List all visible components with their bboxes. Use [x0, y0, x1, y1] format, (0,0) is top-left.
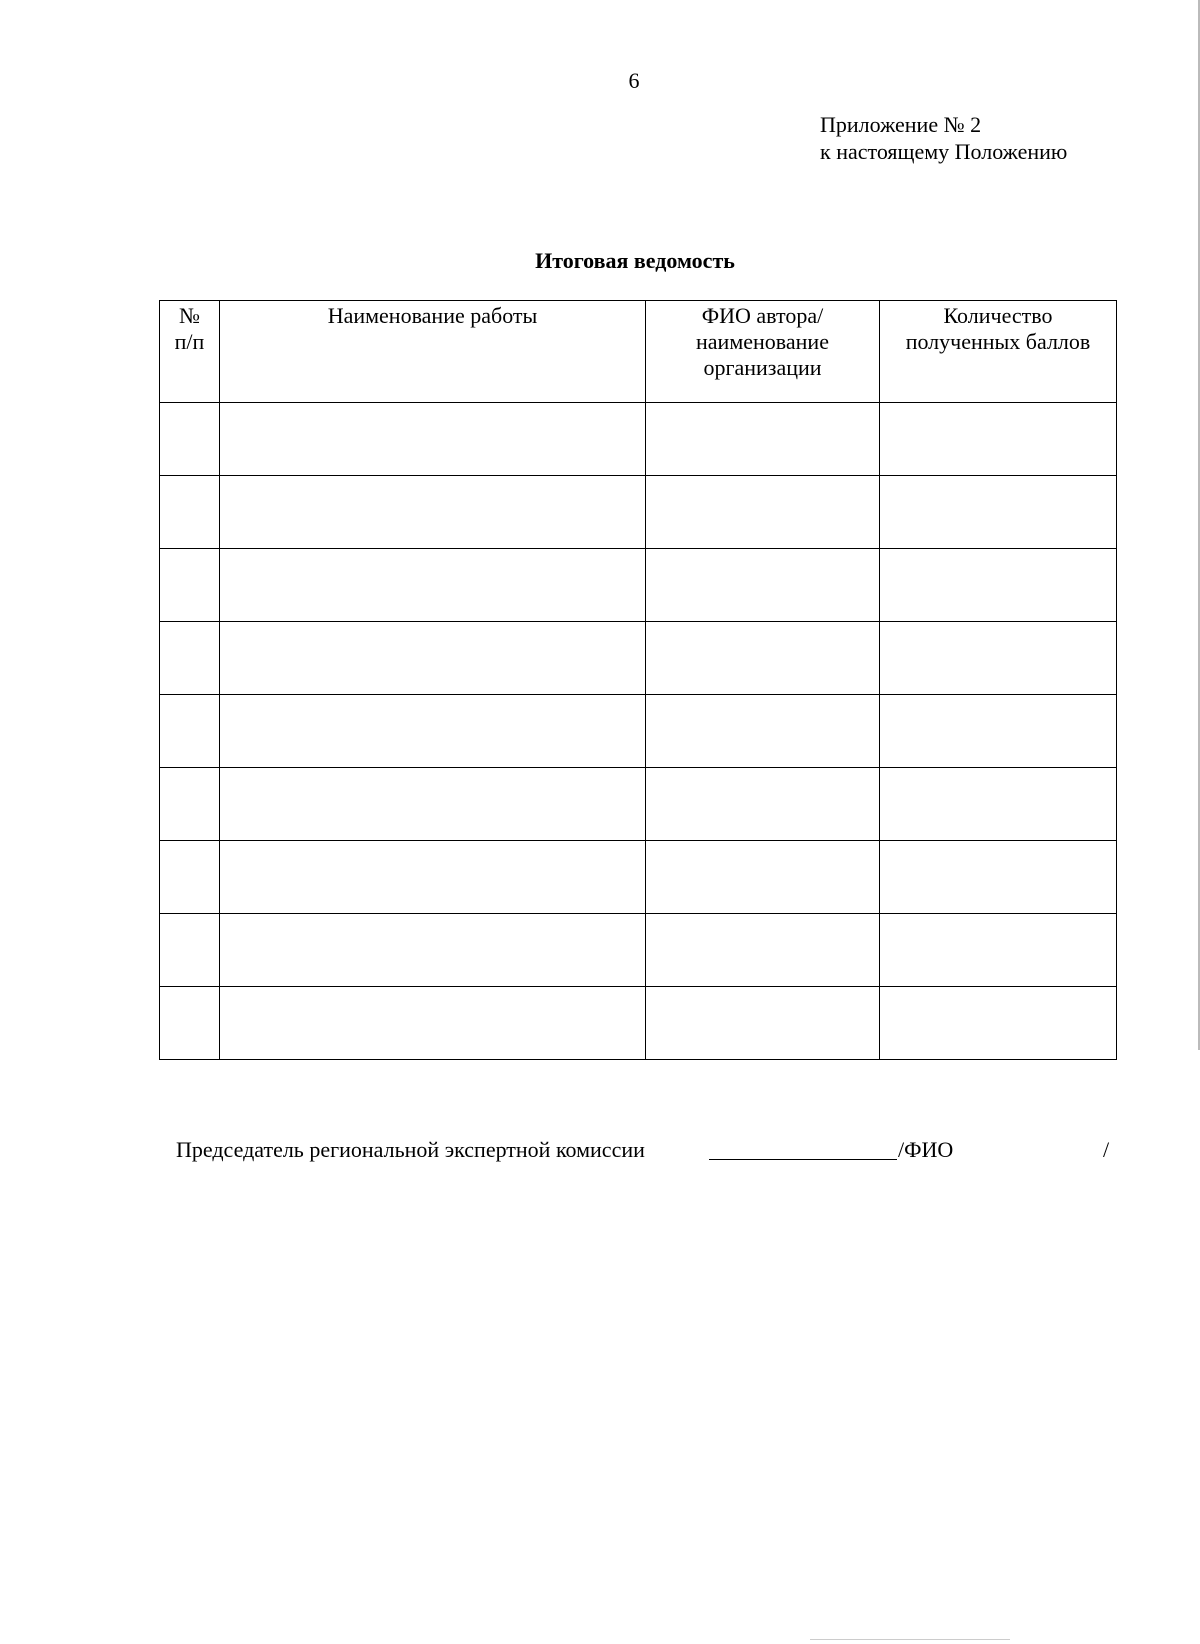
header-line: №: [179, 303, 200, 328]
table-cell[interactable]: [646, 476, 880, 549]
table-cell[interactable]: [646, 622, 880, 695]
appendix-line: Приложение № 2: [820, 112, 982, 137]
table-cell[interactable]: [220, 476, 646, 549]
table-cell[interactable]: [646, 987, 880, 1060]
header-author: [646, 301, 880, 403]
table-cell[interactable]: [160, 914, 220, 987]
fio-label: /ФИО: [898, 1137, 954, 1162]
table-cell[interactable]: [646, 914, 880, 987]
table-cell[interactable]: [646, 768, 880, 841]
header-line: Количество: [943, 303, 1053, 328]
fio-end-slash: /: [1103, 1137, 1110, 1162]
table-cell[interactable]: [880, 987, 1117, 1060]
table-cell[interactable]: [646, 403, 880, 476]
table-cell[interactable]: [160, 695, 220, 768]
header-line: наименование: [696, 329, 829, 354]
table-row: [160, 768, 1117, 841]
table-cell[interactable]: [160, 476, 220, 549]
table-cell[interactable]: [220, 914, 646, 987]
table-cell[interactable]: [160, 549, 220, 622]
table-row: [160, 841, 1117, 914]
table-row: [160, 914, 1117, 987]
table-cell[interactable]: [880, 914, 1117, 987]
table-row: [160, 403, 1117, 476]
table-cell[interactable]: [160, 768, 220, 841]
header-line: полученных баллов: [905, 329, 1091, 354]
table-cell[interactable]: [220, 768, 646, 841]
table-cell[interactable]: [880, 549, 1117, 622]
table-cell[interactable]: [646, 549, 880, 622]
table-cell[interactable]: [880, 695, 1117, 768]
chairman-label: Председатель региональной экспертной комиссии: [176, 1137, 645, 1162]
table-header-row: [160, 301, 1117, 403]
scan-edge-line: [810, 1639, 1010, 1640]
header-number: [160, 301, 220, 403]
table-cell[interactable]: [220, 841, 646, 914]
table-cell[interactable]: [220, 695, 646, 768]
table-cell[interactable]: [220, 549, 646, 622]
header-line: п/п: [174, 329, 205, 354]
table-row: [160, 549, 1117, 622]
header-score: [880, 301, 1117, 403]
table-cell[interactable]: [160, 987, 220, 1060]
table-cell[interactable]: [220, 403, 646, 476]
results-table: [159, 300, 1117, 1060]
table-row: [160, 695, 1117, 768]
table-cell[interactable]: [160, 622, 220, 695]
table-cell[interactable]: [646, 695, 880, 768]
table-cell[interactable]: [646, 841, 880, 914]
table-cell[interactable]: [160, 403, 220, 476]
header-line: организации: [703, 355, 822, 380]
appendix-line: к настоящему Положению: [820, 139, 1068, 164]
table-cell[interactable]: [160, 841, 220, 914]
signature-line[interactable]: [709, 1159, 897, 1160]
table-row: [160, 622, 1117, 695]
table-cell[interactable]: [880, 841, 1117, 914]
table-cell[interactable]: [880, 622, 1117, 695]
document-title: Итоговая ведомость: [535, 248, 735, 273]
table-cell[interactable]: [220, 622, 646, 695]
header-line: ФИО автора/: [701, 303, 824, 328]
header-line: Наименование работы: [327, 303, 538, 328]
table-cell[interactable]: [880, 403, 1117, 476]
table-row: [160, 476, 1117, 549]
page-number: 6: [628, 68, 640, 93]
table-cell[interactable]: [880, 768, 1117, 841]
appendix-note: [820, 111, 1067, 165]
header-work-name: [220, 301, 646, 403]
table-cell[interactable]: [880, 476, 1117, 549]
table-row: [160, 987, 1117, 1060]
table-cell[interactable]: [220, 987, 646, 1060]
